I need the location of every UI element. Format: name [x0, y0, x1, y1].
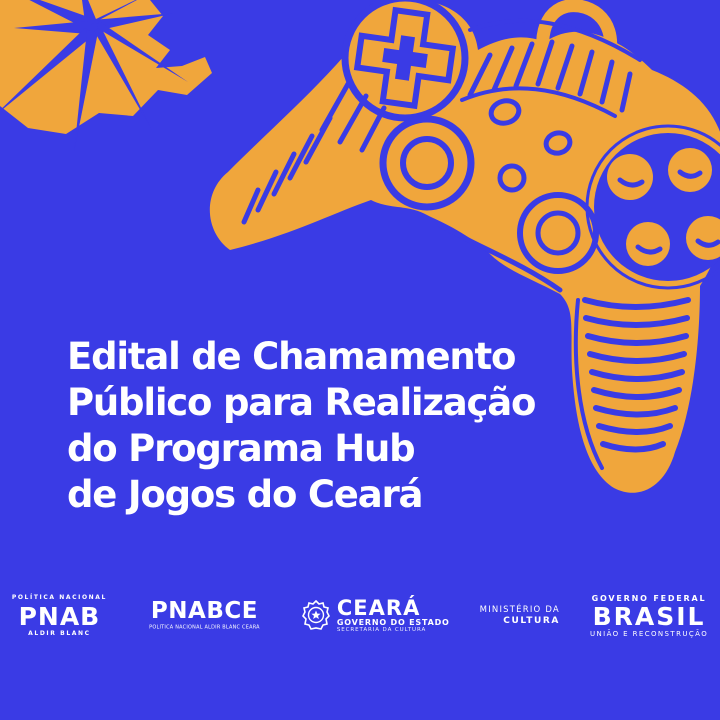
- logo-pnabce: [137, 600, 272, 632]
- ceara-governo-label: GOVERNO DO ESTADO: [336, 618, 450, 628]
- starburst-icon: [0, 0, 212, 152]
- ceara-secretaria-label: SECRETARIA DA CULTURA: [336, 627, 427, 634]
- pnab-wordmark: PNAB: [18, 601, 101, 631]
- brasil-wordmark: BRASIL: [592, 602, 706, 632]
- logo-governo-federal-brasil: [590, 594, 708, 638]
- brasil-bottom-label: UNIÃO E RECONSTRUÇÃO: [589, 630, 709, 639]
- ministerio-line2: CULTURA: [503, 615, 560, 626]
- pnabce-tagline: POLÍTICA NACIONAL ALDIR BLANC CEARÁ: [149, 624, 260, 631]
- headline-line: do Programa Hub: [67, 427, 415, 470]
- ceara-coat-of-arms-icon: [302, 600, 330, 632]
- headline: [67, 334, 535, 518]
- ministerio-line1: MINISTÉRIO DA: [479, 605, 560, 616]
- headline-line: de Jogos do Ceará: [67, 473, 423, 516]
- logo-ceara: [302, 598, 450, 634]
- headline-line: Público para Realização: [67, 381, 536, 424]
- headline-line: Edital de Chamamento: [67, 335, 516, 378]
- ceara-wordmark: CEARÁ: [336, 596, 421, 621]
- pnab-bottom-label: ALDIR BLANC: [28, 629, 91, 637]
- pnab-top-label: POLÍTICA NACIONAL: [11, 593, 107, 601]
- footer-logo-bar: [0, 594, 720, 638]
- pnabce-wordmark: PNABCE: [150, 598, 258, 625]
- logo-pnab: [12, 595, 107, 638]
- brasil-top-label: GOVERNO FEDERAL: [591, 594, 707, 603]
- logo-ministerio-da-cultura: [480, 605, 560, 627]
